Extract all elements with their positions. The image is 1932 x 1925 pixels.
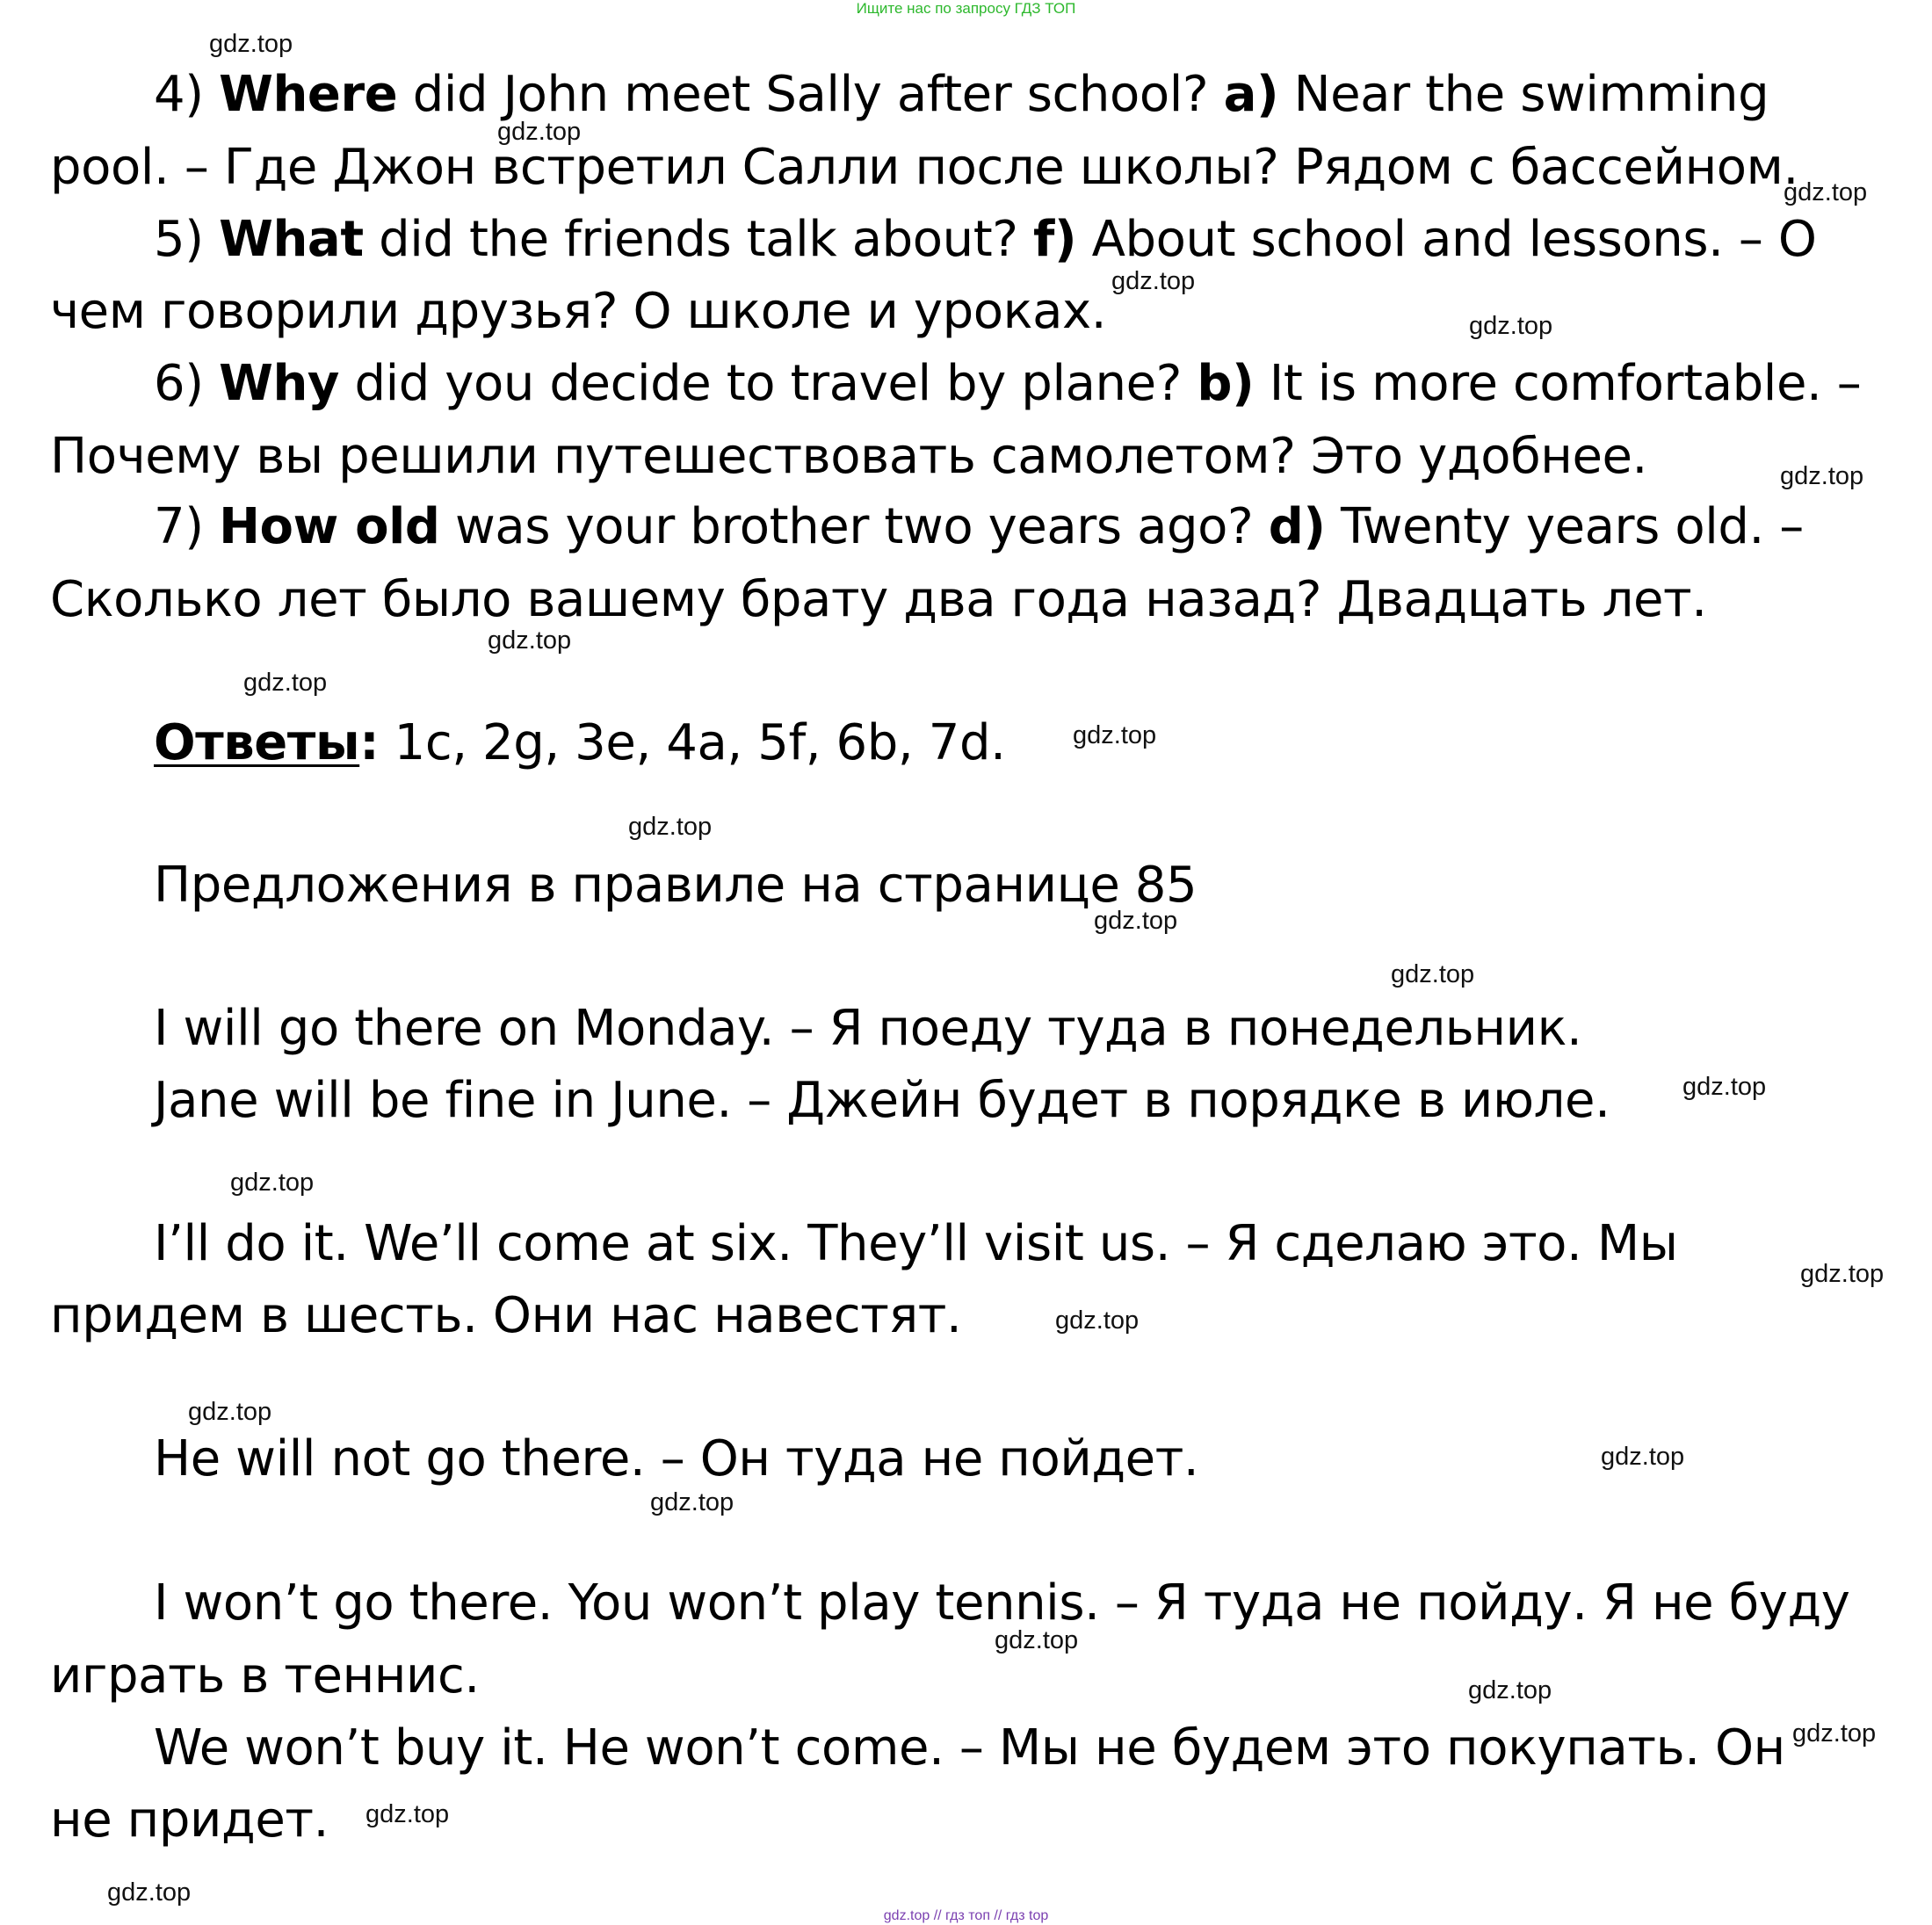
watermark: gdz.top <box>230 1169 315 1197</box>
rule-heading: Предложения в правиле на странице 85 <box>154 857 1198 914</box>
watermark: gdz.top <box>1094 907 1178 935</box>
watermark: gdz.top <box>1784 178 1868 206</box>
question-7 <box>154 498 1804 555</box>
answer-text: It is more comfortable. – <box>1254 355 1862 412</box>
question-5 <box>154 211 1817 268</box>
question-word: What <box>219 211 364 268</box>
answers-colon: : <box>359 714 380 771</box>
answer-letter: a) <box>1223 66 1279 123</box>
question-word: Why <box>219 355 340 412</box>
question-6 <box>154 355 1862 412</box>
watermark: gdz.top <box>1073 721 1157 749</box>
sentence-1: I will go there on Monday. – Я поеду туда в понедельник. <box>154 1000 1582 1057</box>
watermark: gdz.top <box>1055 1306 1140 1335</box>
watermark: gdz.top <box>209 30 293 58</box>
answer-text: About school and lessons. – О <box>1076 211 1817 268</box>
answers-label: Ответы <box>154 714 360 771</box>
sentence-2: Jane will be fine in June. – Джейн будет в порядке в июле. <box>154 1072 1610 1129</box>
watermark: gdz.top <box>1780 462 1864 490</box>
translation-4: pool. – Где Джон встретил Салли после школы? Рядом с бассейном. <box>50 139 1798 196</box>
question-4 <box>154 66 1769 123</box>
watermark: gdz.top <box>1391 960 1475 988</box>
watermark: gdz.top <box>1111 267 1196 295</box>
translation-6: Почему вы решили путешествовать самолетом? Это удобнее. <box>50 428 1647 485</box>
answer-letter: b) <box>1197 355 1255 412</box>
watermark: gdz.top <box>1468 1676 1552 1704</box>
watermark: gdz.top <box>1800 1260 1885 1288</box>
question-number: 6) <box>154 355 204 412</box>
watermark: gdz.top <box>365 1800 450 1828</box>
watermark: gdz.top <box>1601 1443 1685 1471</box>
answers-line <box>154 714 1006 771</box>
search-hint: Ищите нас по запросу ГДЗ ТОП <box>856 0 1076 17</box>
watermark: gdz.top <box>1792 1719 1877 1748</box>
watermark: gdz.top <box>488 626 572 655</box>
sentence-4: He will not go there. – Он туда не пойдет. <box>154 1430 1199 1487</box>
question-number: 7) <box>154 498 204 555</box>
sentence-3: I’ll do it. We’ll come at six. They’ll visit us. – Я сделаю это. Мы <box>154 1215 1678 1272</box>
watermark: gdz.top <box>628 813 713 841</box>
translation-5: чем говорили друзья? О школе и уроках. <box>50 283 1107 340</box>
question-word: Where <box>219 66 398 123</box>
watermark: gdz.top <box>995 1626 1079 1654</box>
watermark: gdz.top <box>1469 312 1553 340</box>
watermark: gdz.top <box>650 1488 734 1516</box>
watermark: gdz.top <box>497 118 582 146</box>
watermark: gdz.top <box>1682 1073 1767 1101</box>
watermark: gdz.top <box>188 1398 272 1426</box>
footer-note: gdz.top // гдз топ // гдз top <box>883 1908 1049 1923</box>
question-text: was your brother two years ago? <box>439 498 1269 555</box>
sentence-3-cont: придем в шесть. Они нас навестят. <box>50 1287 962 1344</box>
sentence-6-cont: не придет. <box>50 1791 329 1849</box>
answers-value: 1c, 2g, 3e, 4a, 5f, 6b, 7d. <box>379 714 1006 771</box>
sentence-5-cont: играть в теннис. <box>50 1647 480 1704</box>
answer-letter: d) <box>1268 498 1326 555</box>
question-word: How old <box>219 498 440 555</box>
sentence-5: I won’t go there. You won’t play tennis. – Я туда не пойду. Я не буду <box>154 1574 1850 1632</box>
answer-letter: f) <box>1033 211 1077 268</box>
question-number: 5) <box>154 211 204 268</box>
question-text: did the friends talk about? <box>363 211 1033 268</box>
watermark: gdz.top <box>107 1878 192 1907</box>
answer-text: Near the swimming <box>1278 66 1769 123</box>
question-number: 4) <box>154 66 204 123</box>
translation-7: Сколько лет было вашему брату два года назад? Двадцать лет. <box>50 571 1707 628</box>
question-text: did you decide to travel by plane? <box>339 355 1198 412</box>
answer-text: Twenty years old. – <box>1325 498 1804 555</box>
sentence-6: We won’t buy it. He won’t come. – Мы не будем это покупать. Он <box>154 1719 1785 1777</box>
question-text: did John meet Sally after school? <box>397 66 1224 123</box>
watermark: gdz.top <box>243 669 328 697</box>
